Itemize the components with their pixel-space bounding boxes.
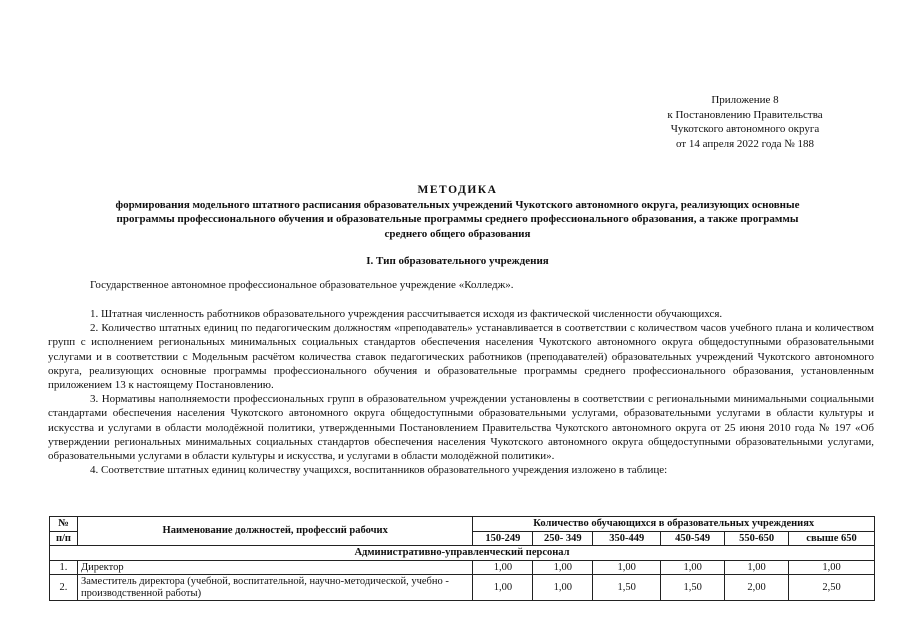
group-row: Административно-управленческий персонал <box>50 546 875 561</box>
header-position: Наименование должностей, профессий рабочих <box>77 517 472 546</box>
header-range: свыше 650 <box>789 531 875 546</box>
appendix-line: от 14 апреля 2022 года № 188 <box>675 137 815 150</box>
paragraph: 2. Количество штатных единиц по педагогическим должностям «преподаватель» устанавливается в соответствии с количеством часов учебного плана и количеством групп с исполнением региональных минимальных социальных стандартов обеспечения населения Чукотского автономного округа общедоступными образовательными услугами и в соответствии с Модельным расчётом количества ставок педагогических работников (преподавателей) образовательных учреждений Чукотского автономного округа, реализующих основные программы профессионального обучения и образовательные программы среднего профессионального образования, установленным приложением 13 к настоящему Постановлению. <box>48 322 874 392</box>
appendix-header <box>620 93 870 151</box>
row-value: 1,00 <box>473 575 533 601</box>
appendix-line: Чукотского автономного округа <box>670 123 820 135</box>
row-value: 2,50 <box>789 575 875 601</box>
header-range: 450-549 <box>661 531 725 546</box>
row-value: 1,00 <box>593 560 661 575</box>
document-title <box>40 183 875 241</box>
row-num: 1. <box>50 560 78 575</box>
institution-type: Государственное автономное профессиональное образовательное учреждение «Колледж». <box>90 279 514 291</box>
section-heading: I. Тип образовательного учреждения <box>366 255 549 267</box>
row-value: 1,00 <box>533 575 593 601</box>
row-position: Директор <box>77 560 472 575</box>
row-value: 1,50 <box>661 575 725 601</box>
row-num: 2. <box>50 575 78 601</box>
row-value: 1,00 <box>789 560 875 575</box>
document-body <box>48 307 874 477</box>
row-value: 1,00 <box>725 560 789 575</box>
row-value: 1,50 <box>593 575 661 601</box>
header-num-sub: п/п <box>50 531 78 546</box>
title-line: формирования модельного штатного расписания образовательных учреждений Чукотского автономного округа, реализующих основные <box>115 198 800 211</box>
appendix-line: к Постановлению Правительства <box>667 108 823 121</box>
staffing-table <box>49 516 875 601</box>
header-range: 550-650 <box>725 531 789 546</box>
table-row <box>50 560 875 575</box>
header-range: 250- 349 <box>533 531 593 546</box>
paragraph: 3. Нормативы наполняемости профессиональных групп в образовательном учреждении установлены в соответствии с региональными минимальными социальными стандартами обеспечения населения Чукотского автономного округа общедоступными образовательными услугами, образовательными услугами в области культуры и искусства и услугами в области молодёжной политики, утвержденными Постановлением Правительства Чукотского автономного округа от 25 июня 2010 года № 197 «Об утверждении региональных минимальных социальных стандартов обеспечения населения Чукотского автономного округа общедоступными образовательными услугами, образовательными услугами в области культуры и искусства, и услугами в области молодёжной политики». <box>48 393 874 463</box>
header-range: 350-449 <box>593 531 661 546</box>
row-value: 1,00 <box>533 560 593 575</box>
row-value: 2,00 <box>725 575 789 601</box>
table-row <box>50 575 875 601</box>
row-position: Заместитель директора (учебной, воспитательной, научно-методической, учебно - производственной работы) <box>77 575 472 601</box>
title-heading: МЕТОДИКА <box>417 184 498 196</box>
header-range: 150-249 <box>473 531 533 546</box>
appendix-line: Приложение 8 <box>711 94 779 106</box>
row-value: 1,00 <box>473 560 533 575</box>
title-line: программы профессионального обучения и образовательные программы среднего профессионального образования, а также программы <box>116 213 799 225</box>
title-line: среднего общего образования <box>384 227 531 240</box>
header-num: № <box>50 517 78 532</box>
paragraph: 1. Штатная численность работников образовательного учреждения рассчитывается исходя из фактической численности обучающихся. <box>90 308 723 320</box>
header-students-group: Количество обучающихся в образовательных учреждениях <box>473 517 875 532</box>
row-value: 1,00 <box>661 560 725 575</box>
paragraph: 4. Соответствие штатных единиц количеству учащихся, воспитанников образовательного учреждения изложено в таблице: <box>90 464 668 477</box>
